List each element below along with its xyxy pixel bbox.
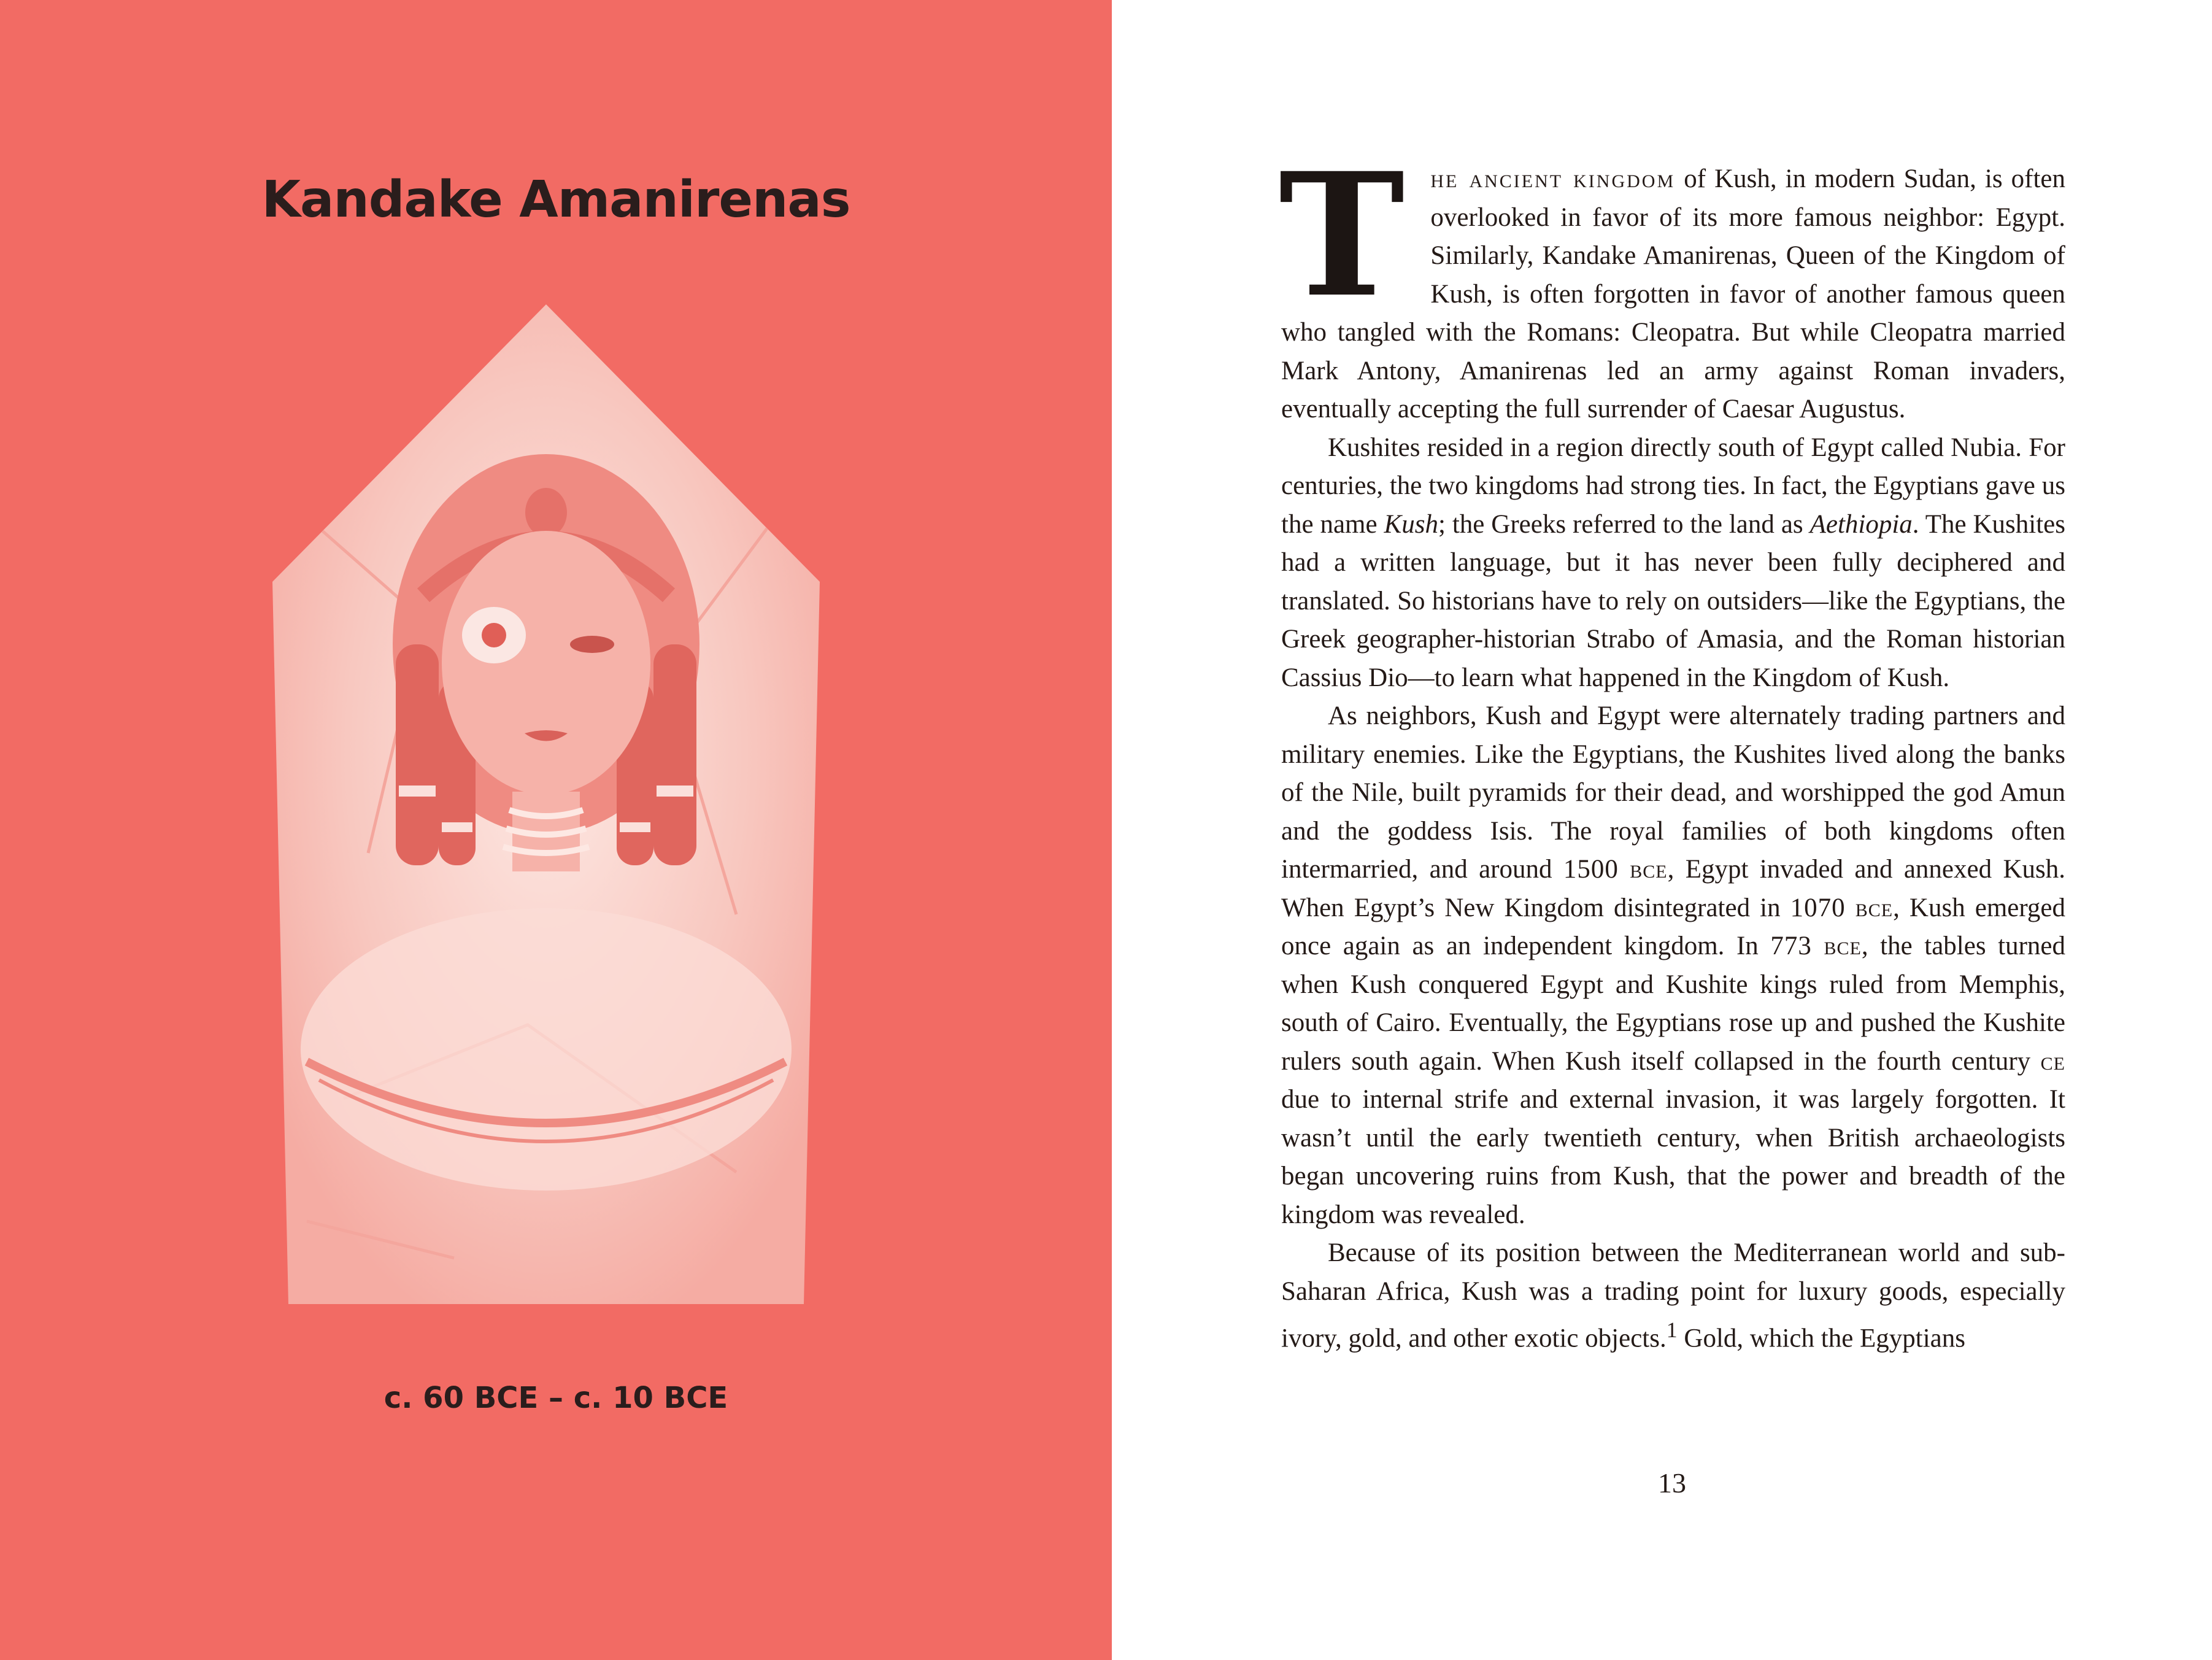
era: bce	[1824, 932, 1862, 960]
paragraph-text: ; the Greeks referred to the land as	[1438, 509, 1810, 539]
paragraph	[1281, 697, 2065, 1234]
year: 1500	[1563, 855, 1619, 884]
paragraph	[1281, 429, 2065, 698]
year: 773	[1770, 932, 1812, 960]
body-text	[1279, 136, 2066, 1358]
italic-term: Aethiopia	[1809, 509, 1913, 539]
paragraph-text: , Egypt invaded and annexed Kush. When Egypt’s New Kingdom disintegrated in	[1281, 855, 2066, 922]
paragraph-text: , the tables turned when Kush conquered Egypt and Kushite kings ruled from Memphis, south of Cairo. Eventually, the Egyptians rose up and pushed the Kushite rulers south again. When Kush itself collapsed in the fourth century	[1281, 932, 2066, 1076]
paragraph-text: Because of its position between the Mediterranean world and sub-Saharan Africa, Kush was a trading point for luxury goods, especially ivory, gold, and other exotic objects.	[1281, 1238, 2065, 1353]
paragraph-text: due to internal strife and external invasion, it was largely forgotten. It wasn’t until the early twentieth century, when British archaeologists began uncovering ruins from Kush, that the power and breadth of the kingdom was revealed.	[1281, 1085, 2065, 1229]
paragraph-text: , Kush emerged once again as an independent kingdom. In	[1281, 893, 2066, 960]
paragraph	[1279, 136, 2065, 429]
footnote-marker[interactable]: 1	[1666, 1318, 1678, 1342]
paragraph-text: Gold, which the Egyptians	[1677, 1324, 1966, 1353]
paragraph-text: As neighbors, Kush and Egypt were alternately trading partners and military enemies. Like the Egyptians, the Kushites lived along the banks of the Nile, built pyramids for their dead, and worshipped the god Amun and the goddess Isis. The royal families of both kingdoms often intermarried, and around	[1281, 701, 2065, 884]
year: 1070	[1790, 893, 1846, 922]
drop-cap: T	[1279, 136, 1405, 335]
portrait-illustration	[270, 301, 822, 1304]
page-number: 13	[1658, 1467, 1686, 1499]
era: ce	[2040, 1046, 2065, 1076]
lead-in: he ancient kingdom	[1430, 164, 1676, 193]
paragraph-text: . The Kushites had a written language, but it has never been fully deciphered and translated. So historians have to rely on outsiders—like the Egyptians, the Greek geographer-historian Strabo of Amasia, and the Roman historian Cassius Dio—to learn what happened in the Kingdom of Kush.	[1281, 509, 2065, 692]
era: bce	[1855, 893, 1894, 922]
paragraph-text: Kushites resided in a region directly south of Egypt called Nubia. For centuries, the two kingdoms had strong ties. In fact, the Egyptians gave us the name	[1281, 433, 2065, 539]
paragraph	[1281, 1234, 2065, 1358]
paragraph-text: of Kush, in modern Sudan, is often overlooked in favor of its more famous neighbor: Egypt. Similarly, Kandake Amanirenas, Queen of the Kingdom of Kush, is often forgotten in favor of another famous queen who tangled with the Romans: Cleopatra. But while Cleopatra married Mark Antony, Amanirenas led an army against Roman invaders, eventually accepting the full surrender of Caesar Augustus.	[1281, 164, 2065, 423]
era: bce	[1630, 855, 1668, 884]
italic-term: Kush	[1384, 509, 1438, 539]
chapter-title: Kandake Amanirenas	[261, 171, 850, 229]
dates: c. 60 BCE – c. 10 BCE	[383, 1381, 728, 1415]
